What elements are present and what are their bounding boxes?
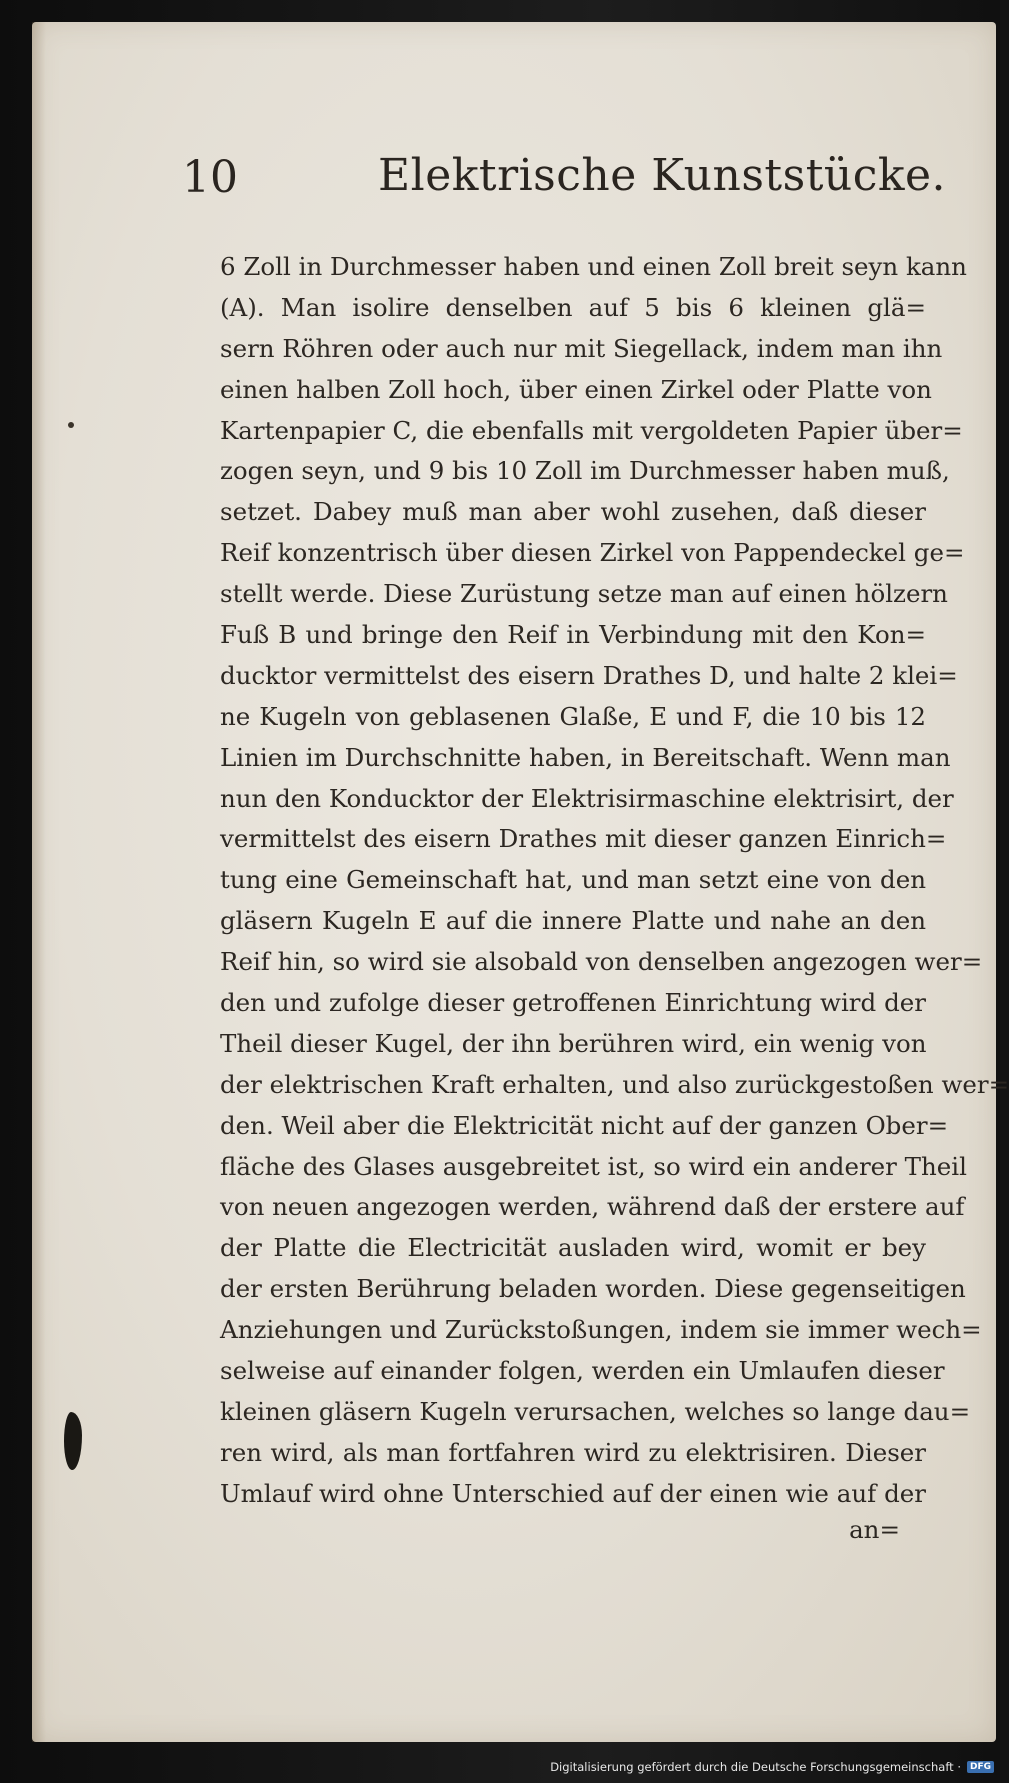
book-page	[32, 22, 1009, 1742]
text-line: stellt werde. Diese Zurüstung setze man auf einen hölzern	[220, 579, 948, 609]
text-line: Reif konzentrisch über diesen Zirkel von Pappendeckel ge=	[220, 538, 965, 568]
text-line: gläsern Kugeln E auf die innere Platte und nahe an den	[220, 906, 926, 936]
text-line: den. Weil aber die Elektricität nicht auf der ganzen Ober=	[220, 1110, 949, 1140]
body-text	[220, 247, 1009, 1515]
text-line: von neuen angezogen werden, während daß der erstere auf	[220, 1192, 965, 1222]
text-line: der ersten Berührung beladen worden. Diese gegenseitigen	[220, 1274, 966, 1304]
text-line: Linien im Durchschnitte haben, in Bereitschaft. Wenn man	[220, 742, 951, 772]
running-title: Elektrische Kunststücke.	[378, 150, 947, 201]
text-line: Kartenpapier C, die ebenfalls mit vergoldeten Papier über=	[220, 415, 963, 445]
text-line: 6 Zoll in Durchmesser haben und einen Zoll breit seyn kann	[220, 252, 967, 281]
text-line: sern Röhren oder auch nur mit Siegellack, indem man ihn	[220, 333, 943, 363]
text-line: Fuß B und bringe den Reif in Verbindung mit den Kon=	[220, 620, 926, 650]
text-line: setzet. Dabey muß man aber wohl zusehen, daß dieser	[220, 497, 926, 527]
text-line: ren wird, als man fortfahren wird zu elektrisiren. Dieser	[220, 1437, 926, 1467]
text-line: ne Kugeln von geblasenen Glaße, E und F, die 10 bis 12	[220, 701, 926, 731]
text-line: kleinen gläsern Kugeln verursachen, welches so lange dau=	[220, 1396, 971, 1426]
text-line: fläche des Glases ausgebreitet ist, so wird ein anderer Theil	[220, 1151, 967, 1181]
ink-blot	[64, 1412, 82, 1470]
text-line: Theil dieser Kugel, der ihn berühren wird, ein wenig von	[220, 1028, 927, 1058]
text-line: vermittelst des eisern Drathes mit dieser ganzen Einrich=	[220, 824, 947, 854]
text-line: der Platte die Electricität ausladen wird, womit er bey	[220, 1233, 926, 1263]
text-line: nun den Konducktor der Elektrisirmaschine elektrisirt, der	[220, 783, 954, 813]
page-number: 10	[182, 152, 238, 203]
footer-credit: Digitalisierung gefördert durch die Deutsche Forschungsgemeinschaft ·	[550, 1760, 961, 1774]
margin-mark	[68, 422, 74, 428]
text-line: der elektrischen Kraft erhalten, und also zurückgestoßen wer=	[220, 1069, 1009, 1099]
text-line: den und zufolge dieser getroffenen Einrichtung wird der	[220, 988, 926, 1018]
text-line: selweise auf einander folgen, werden ein Umlaufen dieser	[220, 1356, 945, 1386]
text-line: Umlauf wird ohne Unterschied auf der einen wie auf der	[220, 1478, 926, 1508]
text-line: Reif hin, so wird sie alsobald von denselben angezogen wer=	[220, 947, 983, 977]
text-line: ducktor vermittelst des eisern Drathes D, und halte 2 klei=	[220, 660, 958, 690]
digitization-footer	[550, 1755, 994, 1779]
text-line: tung eine Gemeinschaft hat, und man setzt eine von den	[220, 865, 926, 895]
dfg-logo: DFG	[967, 1761, 994, 1773]
catchword: an=	[849, 1515, 900, 1544]
text-line: einen halben Zoll hoch, über einen Zirkel oder Platte von	[220, 374, 932, 404]
text-line: (A). Man isolire denselben auf 5 bis 6 kleinen glä=	[220, 292, 926, 322]
text-line: zogen seyn, und 9 bis 10 Zoll im Durchmesser haben muß,	[220, 456, 950, 486]
text-line: Anziehungen und Zurückstoßungen, indem sie immer wech=	[220, 1315, 982, 1345]
